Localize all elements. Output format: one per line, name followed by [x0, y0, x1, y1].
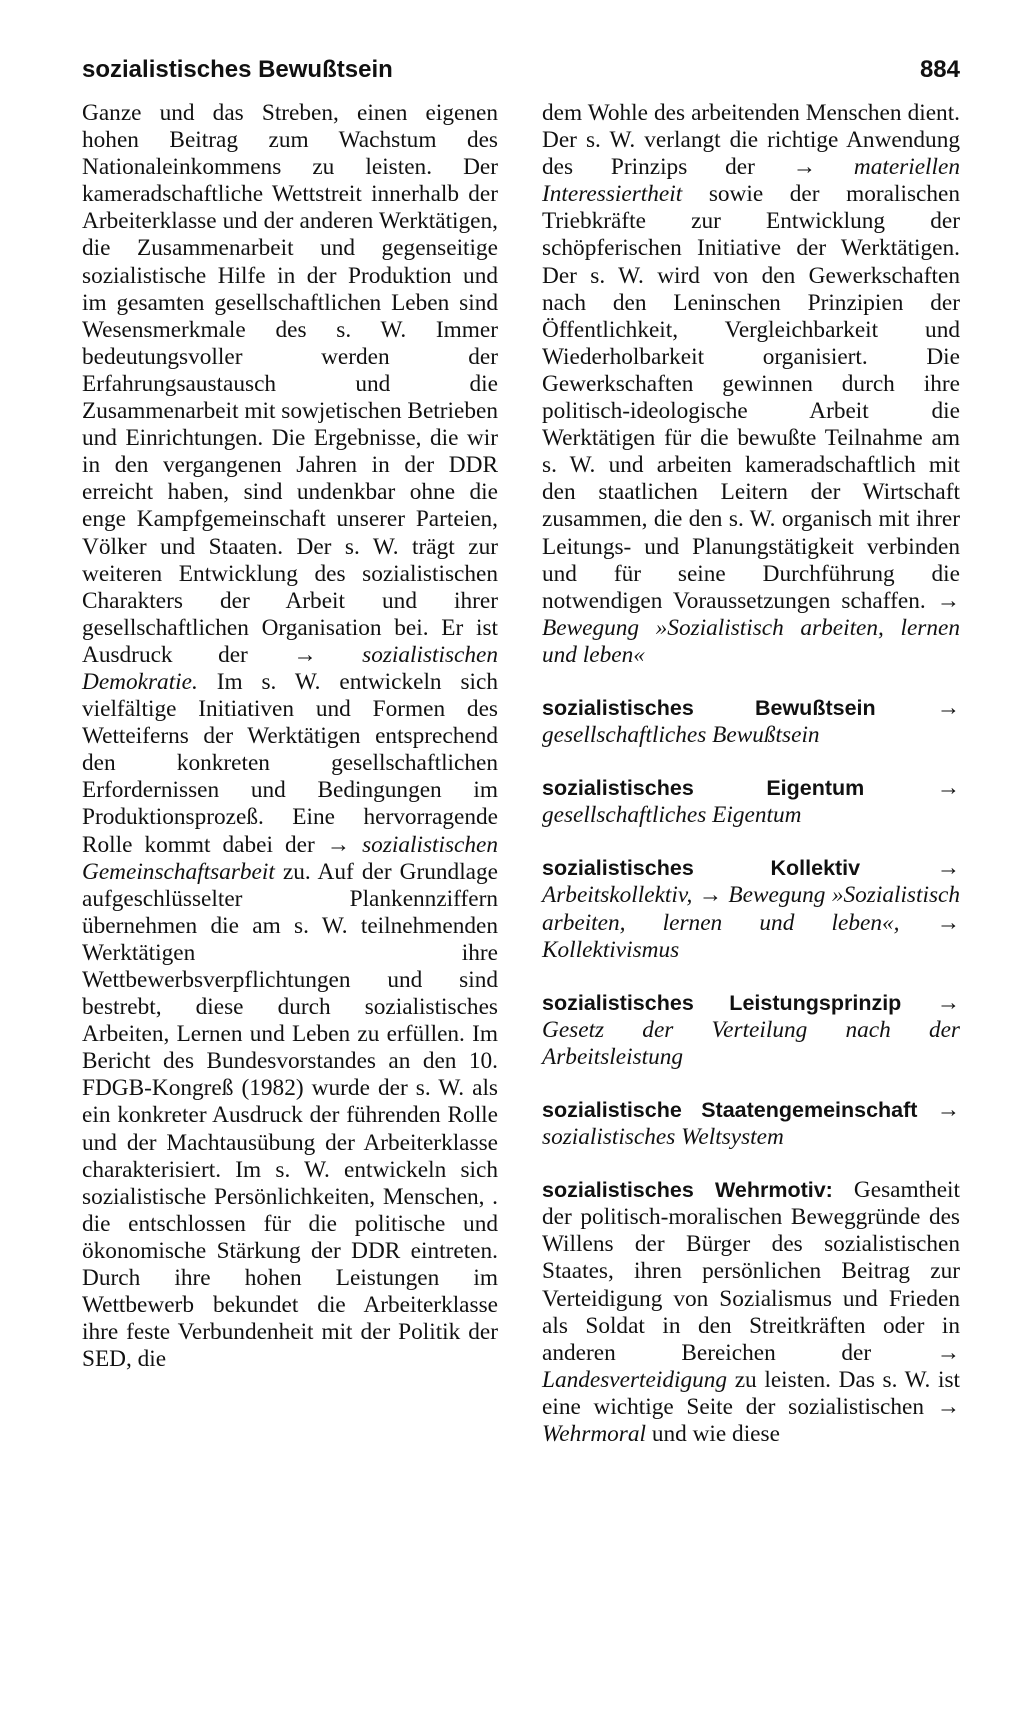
running-head: [82, 56, 960, 86]
cross-reference-link[interactable]: Bewegung »Sozialistisch arbeiten, lernen und leben«,: [542, 882, 960, 936]
left-column: [82, 100, 498, 1373]
dictionary-entry-staatengemeinschaft: [542, 1097, 960, 1151]
body-text: Im s. W. entwickeln sich vielfältige Initiativen und Formen des Wetteiferns der Werktätigen entsprechend den konkreten gesellschaftlichen Erfordernissen und Bedingungen im Produktionsprozeß. Eine hervorragende Rolle kommt dabei der: [82, 668, 498, 858]
cross-reference-link[interactable]: Arbeitskollektiv,: [542, 882, 693, 909]
cross-reference-link[interactable]: Gesetz der Verteilung nach der Arbeitsleistung: [542, 1016, 960, 1070]
cross-reference-link[interactable]: Wehrmoral: [542, 1421, 646, 1448]
cross-reference-link[interactable]: sozialistischen Gemeinschaftsarbeit: [82, 831, 499, 885]
cross-reference-link[interactable]: Bewegung »Sozialistisch arbeiten, lernen und leben«: [542, 614, 960, 668]
body-text: dem Wohle des arbeitenden Menschen dient. Der s. W. verlangt die richtige Anwendung des Prinzips der: [542, 100, 960, 181]
cross-reference-arrow-icon: →: [936, 989, 960, 1016]
cross-reference-link[interactable]: sozialistisches Weltsystem: [542, 1124, 784, 1151]
cross-reference-arrow-icon: →: [792, 154, 817, 181]
dictionary-entry-eigentum: [542, 775, 960, 829]
body-text: Gesamtheit der politisch-moralischen Beweggründe des Willens der Bürger des sozialistischen Staates, ihren persönlichen Beitrag zur Verteidigung von Sozialismus und Frieden als Soldat in den Streitkräften oder in anderen Bereichen der: [542, 1177, 961, 1366]
entry-term: sozialistisches Bewußtsein: [542, 695, 876, 720]
body-text: zu leisten. Das s. W. ist eine wichtige Seite der sozialistischen: [542, 1366, 960, 1420]
cross-reference-arrow-icon: →: [326, 831, 351, 858]
cross-reference-link[interactable]: sozialistischen Demokratie.: [82, 641, 499, 695]
cross-reference-arrow-icon: →: [936, 855, 961, 882]
cross-reference-arrow-icon: →: [936, 587, 960, 614]
cross-reference-link[interactable]: Kollektivismus: [542, 936, 680, 963]
continued-entry-text: [542, 100, 960, 669]
entry-term: sozialistische Staatengemeinschaft: [542, 1098, 918, 1122]
dictionary-entry-kollektiv: [542, 855, 960, 963]
cross-reference-arrow-icon: →: [293, 641, 317, 668]
cross-reference-arrow-icon: →: [936, 1097, 961, 1123]
cross-reference-arrow-icon: →: [936, 1339, 961, 1366]
body-text: zu. Auf der Grundlage aufgeschlüsselter Plankennziffern übernehmen die am s. W. teilnehmenden Werktätigen ihre Wettbewerbsverpflichtungen und sind bestrebt, diese durch sozialistisches Arbeiten, Lernen und Leben zu erfüllen. Im Bericht des Bundesvorstandes an den 10. FDGB-Kongreß (1982) wurde der s. W. als ein konkreter Ausdruck der führenden Rolle und der Machtausübung der Arbeiterklasse charakterisiert. Im s. W. entwickeln sich sozialistische Persönlichkeiten, Menschen, . die entschlossen für die politische und ökonomische Stärkung der DDR eintreten. Durch ihre hohen Leistungen im Wettbewerb bekundet die Arbeiterklasse ihre feste Verbundenheit mit der Politik der SED, die: [82, 858, 499, 1373]
body-text: und wie diese: [651, 1421, 780, 1448]
running-head-term: sozialistisches Bewußtsein: [82, 56, 393, 83]
body-text: Ganze und das Streben, einen eigenen hohen Beitrag zum Wachstum des Nationaleinkommens zu leisten. Der kameradschaftliche Wettstreit innerhalb der Arbeiterklasse und der anderen Werktätigen, die Zusammenarbeit und gegenseitige sozialistische Hilfe in der Produktion und im gesamten gesellschaftlichen Leben sind Wesensmerkmale des s. W. Immer bedeutungsvoller werden der Erfahrungsaustausch und die Zusammenarbeit mit sowjetischen Betrieben und Einrichtungen. Die Ergebnisse, die wir in den vergangenen Jahren in der DDR erreicht haben, sind undenkbar ohne die enge Kampfgemeinschaft unserer Parteien, Völker und Staaten. Der s. W. trägt zur weiteren Entwicklung des sozialistischen Charakters der Arbeit und ihrer gesellschaftlichen Organisation bei. Er ist Ausdruck der: [82, 100, 498, 668]
cross-reference-arrow-icon: →: [936, 775, 960, 802]
entry-term: sozialistisches Leistungsprinzip: [542, 990, 902, 1015]
dictionary-entry-bewusstsein: [542, 695, 960, 749]
continued-entry-text: [82, 100, 498, 1373]
cross-reference-arrow-icon: →: [936, 694, 960, 721]
dictionary-entry-wehrmotiv: [542, 1177, 960, 1448]
cross-reference-link[interactable]: materiellen Interessiertheit: [542, 154, 960, 208]
cross-reference-arrow-icon: →: [936, 909, 960, 936]
entry-term: sozialistisches Eigentum: [542, 776, 865, 801]
cross-reference-link[interactable]: gesellschaftliches Bewußtsein: [542, 722, 820, 749]
entry-term: sozialistisches Kollektiv: [542, 856, 861, 881]
cross-reference-arrow-icon: →: [936, 1393, 961, 1420]
entry-term: sozialistisches Wehrmotiv:: [542, 1178, 833, 1203]
cross-reference-arrow-icon: →: [698, 882, 722, 909]
cross-reference-link[interactable]: Landesverteidigung: [542, 1366, 728, 1393]
page-number: 884: [919, 56, 960, 83]
right-column: [542, 100, 960, 1448]
dictionary-entry-leistungsprinzip: [542, 990, 960, 1071]
cross-reference-link[interactable]: gesellschaftliches Eigentum: [542, 802, 802, 829]
body-text: sowie der moralischen Triebkräfte zur Entwicklung der schöpferischen Initiative der Werktätigen. Der s. W. wird von den Gewerkschaften nach den Leninschen Prinzipien der Öffentlichkeit, Vergleichbarkeit und Wiederholbarkeit organisiert. Die Gewerkschaften gewinnen durch ihre politisch-ideologische Arbeit die Werktätigen für die bewußte Teilnahme am s. W. und arbeiten kameradschaftlich mit den staatlichen Leitern der Wirtschaft zusammen, die den s. W. organisch mit ihrer Leitungs- und Planungstätigkeit verbinden und für seine Durchführung die notwendigen Voraussetzungen schaffen.: [542, 181, 960, 614]
